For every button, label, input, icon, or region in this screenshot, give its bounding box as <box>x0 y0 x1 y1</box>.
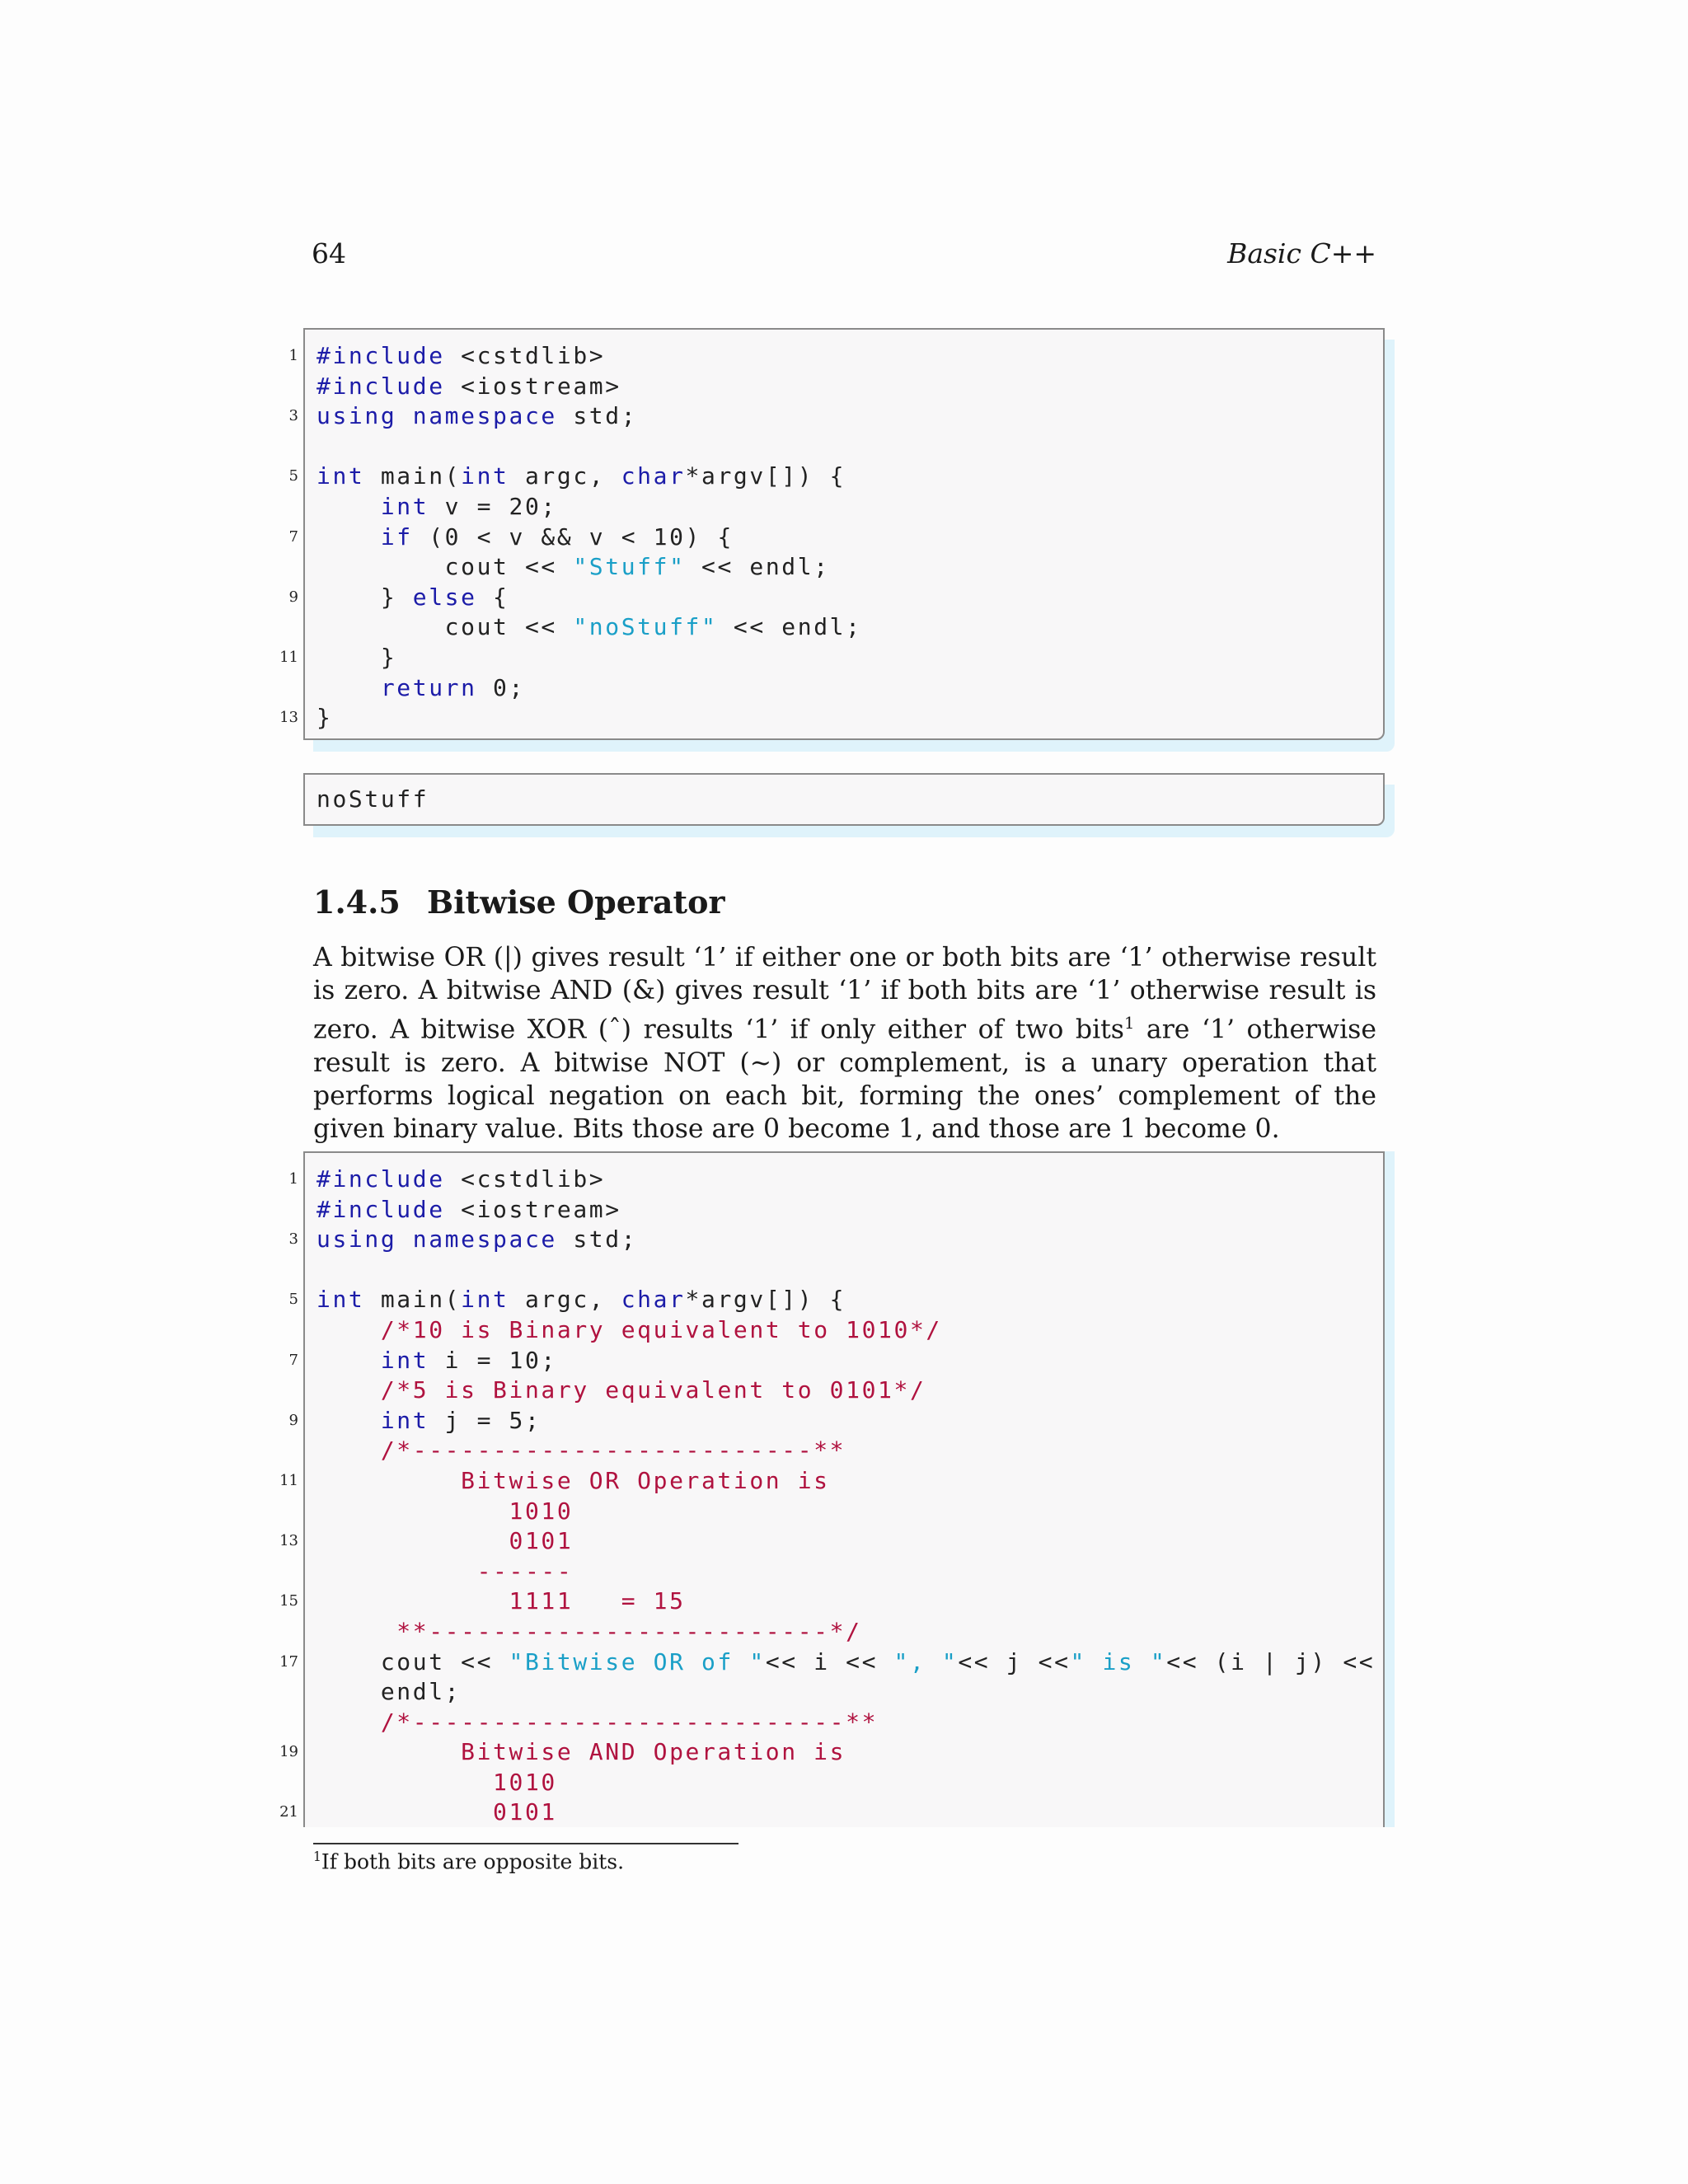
line-number: 19 <box>279 1743 298 1761</box>
code-line <box>305 1315 1383 1346</box>
code-text: } <box>316 704 333 732</box>
code-text: cout << "noStuff" << endl; <box>316 613 862 641</box>
line-number: 5 <box>288 467 298 485</box>
code-text: /*---------------------------** <box>380 1708 879 1736</box>
code-text: if (0 < v && v < 10) { <box>380 523 734 551</box>
line-number: 21 <box>279 1803 298 1821</box>
code-line <box>305 552 1383 583</box>
code-text: **-------------------------*/ <box>316 1617 862 1645</box>
line-number: 1 <box>288 1170 298 1188</box>
code-text: int v = 20; <box>380 492 557 520</box>
footnote-rule <box>313 1843 738 1844</box>
code-line <box>305 1708 1383 1738</box>
code-line <box>279 703 1383 733</box>
footnote-text: If both bits are opposite bits. <box>321 1849 625 1874</box>
code-text: cout << "Bitwise OR of "<< i << ", "<< j <<" is "<< (i | j) << <box>316 1647 1376 1675</box>
code-listing-2 <box>279 1151 1385 1827</box>
code-text: /*-------------------------** <box>380 1436 846 1465</box>
line-number: 17 <box>279 1652 298 1671</box>
code-line <box>305 673 1383 704</box>
code-text: /*10 is Binary equivalent to 1010*/ <box>380 1315 942 1343</box>
line-number: 15 <box>279 1592 298 1610</box>
body-paragraph: A bitwise OR (|) gives result ‘1’ if either one or both bits are ‘1’ otherwise result is zero. A bitwise AND (&) gives result ‘1’ if both bits are ‘1’ otherwise result is zero. A bitwise XOR (ˆ) results ‘1’ if only either of two bits$^1$ are ‘1’ otherwise result is zero. A bitwise NOT (∼) or complement, is a unary operation that performs logical negation on each bit, forming the ones’ complement of the given binary value. Bits those are 0 become 1, and those are 1 become 0. <box>313 943 1376 1144</box>
chapter-title: Basic C++ <box>1227 237 1376 269</box>
code-text: return 0; <box>380 673 525 701</box>
code-line <box>305 1376 1383 1406</box>
code-line <box>279 1526 1383 1557</box>
code-text: 1111 = 15 <box>316 1587 686 1615</box>
code-text: #include <iostream> <box>316 372 621 400</box>
section-title: Bitwise Operator <box>427 883 725 921</box>
code-line <box>288 523 1383 553</box>
code-line <box>288 583 1383 613</box>
footnote <box>313 1849 624 1873</box>
code-text: 0101 <box>316 1798 557 1826</box>
code-text: int main(int argc, char*argv[]) { <box>316 462 846 490</box>
code-text: /*5 is Binary equivalent to 0101*/ <box>380 1376 926 1404</box>
code-text: #include <cstdlib> <box>316 1165 606 1193</box>
code-text: Bitwise OR Operation is <box>316 1466 830 1494</box>
code-line <box>305 1557 1383 1587</box>
line-number: 11 <box>279 1471 298 1489</box>
line-number: 7 <box>288 1351 298 1369</box>
code-text: #include <iostream> <box>316 1195 621 1223</box>
code-line <box>288 1165 1383 1195</box>
line-number: 11 <box>279 648 298 666</box>
section-heading <box>313 883 724 921</box>
line-number: 5 <box>288 1291 298 1309</box>
code-line <box>305 1768 1383 1798</box>
code-text: ------ <box>316 1557 574 1585</box>
code-line <box>288 1285 1383 1315</box>
code-listing-1 <box>279 328 1385 740</box>
code-line <box>279 1737 1383 1768</box>
code-line <box>279 643 1383 673</box>
code-line <box>305 432 1383 462</box>
code-text: } else { <box>316 583 509 611</box>
line-number: 13 <box>279 709 298 727</box>
code-text: 0101 <box>316 1527 574 1555</box>
code-line <box>305 1497 1383 1527</box>
code-line <box>288 462 1383 492</box>
code-line <box>305 1195 1383 1226</box>
line-number: 3 <box>288 407 298 425</box>
program-output-text: noStuff <box>316 785 429 813</box>
code-line <box>288 1225 1383 1255</box>
code-text: using namespace std; <box>316 1226 638 1254</box>
code-text: int i = 10; <box>380 1346 557 1374</box>
code-text: #include <cstdlib> <box>316 342 606 369</box>
code-line <box>305 372 1383 402</box>
code-text: Bitwise AND Operation is <box>316 1738 846 1766</box>
code-line <box>279 1797 1383 1828</box>
code-line <box>288 1346 1383 1376</box>
line-number: 13 <box>279 1532 298 1550</box>
code-text: 1010 <box>316 1497 574 1525</box>
footnote-mark: 1 <box>313 1849 321 1864</box>
code-text: 1010 <box>316 1768 557 1796</box>
code-line <box>288 401 1383 432</box>
code-line <box>305 1255 1383 1286</box>
program-output-box <box>303 773 1385 826</box>
code-line <box>288 1406 1383 1436</box>
code-text: } <box>316 643 397 671</box>
section-number: 1.4.5 <box>313 883 401 921</box>
line-number: 7 <box>288 527 298 546</box>
code-line <box>305 612 1383 643</box>
code-line <box>305 1617 1383 1647</box>
code-text: cout << "Stuff" << endl; <box>316 553 830 581</box>
line-number: 1 <box>288 347 298 364</box>
code-text: int main(int argc, char*argv[]) { <box>316 1286 846 1314</box>
line-number: 9 <box>288 1411 298 1429</box>
code-line <box>279 1466 1383 1497</box>
code-text: int j = 5; <box>380 1406 542 1434</box>
code-line <box>305 1436 1383 1466</box>
code-text: using namespace std; <box>316 402 638 430</box>
code-text: endl; <box>316 1678 462 1706</box>
page-number: 64 <box>312 237 346 269</box>
line-number: 9 <box>288 588 298 606</box>
code-line <box>279 1586 1383 1617</box>
code-line <box>305 492 1383 523</box>
code-line <box>279 1647 1383 1678</box>
line-number: 3 <box>288 1230 298 1249</box>
code-line <box>305 1677 1383 1708</box>
code-line <box>288 341 1383 372</box>
